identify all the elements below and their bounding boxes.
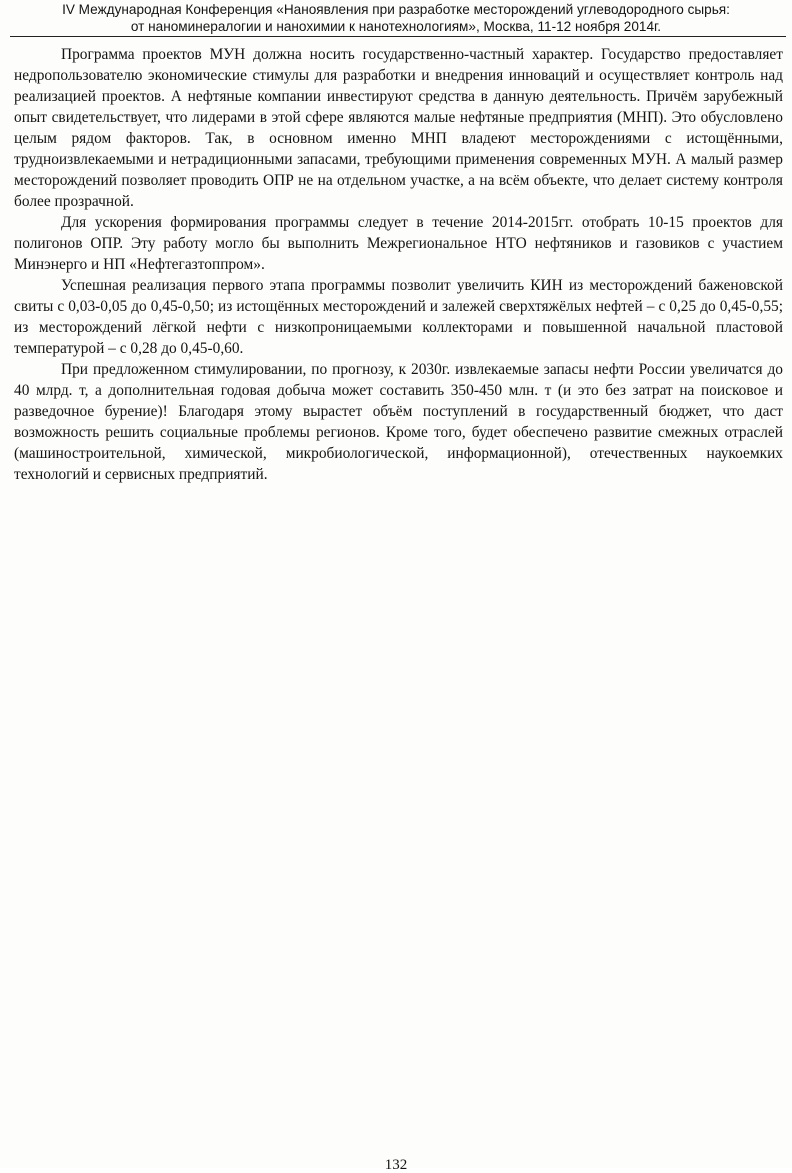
paragraph-forecast: При предложенном стимулировании, по прогнозу, к 2030г. извлекаемые запасы нефти России увеличатся до 40 млрд. т, а дополнительная годовая добыча может составить 350-450 млн. т (и это без затрат на поисковое и разведочное бурение)! Благодаря этому вырастет объём поступлений в государственный бюджет, что даст возможность решить социальные проблемы регионов. Кроме того, будет обеспечено развитие смежных отраслей (машиностроительной, химической, микробиологической, информационной), отечественных наукоемких технологий и сервисных предприятий. — [14, 361, 783, 483]
page-number: 132 — [384, 1157, 408, 1173]
paragraph-first-stage: Успешная реализация первого этапа программы позволит увеличить КИН из месторождений баженовской свиты с 0,03-0,05 до 0,45-0,50; из истощённых месторождений и залежей сверхтяжёлых нефтей – с 0,25 до 0,45-0,55; из месторождений лёгкой нефти с низкопроницаемыми коллекторами и повышенной начальной пластовой температурой – с 0,28 до 0,45-0,60. — [14, 277, 783, 357]
header-line-2: от наноминералогии и нанохимии к нанотехнологиям», Москва, 11-12 ноября 2014г. — [130, 19, 662, 34]
paragraph-program-character: Программа проектов МУН должна носить государственно-частный характер. Государство предоставляет недропользователю экономические стимулы для разработки и внедрения инноваций и осуществляет контроль над реализацией проектов. А нефтяные компании инвестируют средства в данную деятельность. Причём зарубежный опыт свидетельствует, что лидерами в этой сфере являются малые нефтяные предприятия (МНП). Это обусловлено целым рядом факторов. Так, в основном именно МНП владеют месторождениями с истощёнными, трудноизвлекаемыми и нетрадиционными запасами, требующими применения современных МУН. А малый размер месторождений позволяет проводить ОПР не на отдельном участке, а на всём объекте, что делает систему контроля более прозрачной. — [14, 46, 783, 210]
body-text — [14, 44, 783, 485]
running-header — [0, 0, 792, 35]
paragraph-program-acceleration: Для ускорения формирования программы следует в течение 2014-2015гг. отобрать 10-15 проектов для полигонов ОПР. Эту работу могло бы выполнить Межрегиональное НТО нефтяников и газовиков с участием Минэнерго и НП «Нефтегазтоппром». — [14, 214, 783, 273]
header-line-1: IV Международная Конференция «Наноявления при разработке месторождений углеводородного сырья: — [62, 2, 730, 17]
header-rule — [10, 36, 786, 37]
